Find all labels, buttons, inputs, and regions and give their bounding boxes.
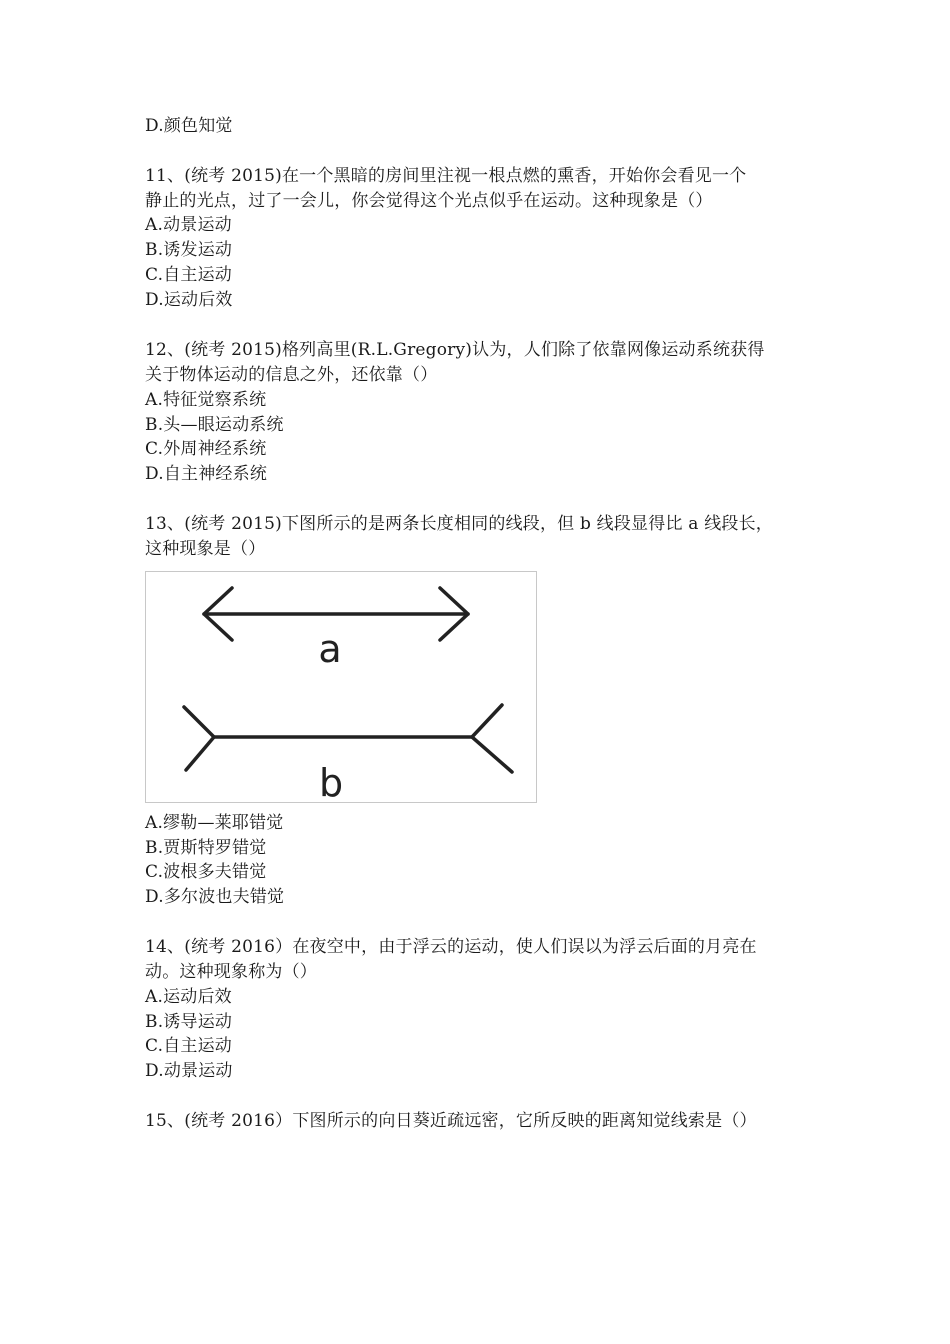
q12-stem-line1: 12、(统考 2015)格列高里(R.L.Gregory)认为，人们除了依靠网像运动系统获得 [145,340,765,360]
q15-stem-line1: 15、(统考 2016）下图所示的向日葵近疏远密，它所反映的距离知觉线索是（） [145,1111,757,1131]
q14-option-b: B.诱导运动 [145,1012,233,1032]
q13-option-d: D.多尔波也夫错觉 [145,887,285,907]
q13-stem-line2: 这种现象是（） [145,539,266,559]
label-b: b [318,761,344,802]
muller-lyer-svg [146,572,536,802]
q13-option-b: B.贾斯特罗错觉 [145,838,267,858]
q14-option-c: C.自主运动 [145,1036,233,1056]
line-b-left-fin [184,707,214,770]
q12-option-d: D.自主神经系统 [145,464,268,484]
q11-stem-line2: 静止的光点，过了一会儿，你会觉得这个光点似乎在运动。这种现象是（） [145,191,713,211]
q14-option-a: A.运动后效 [145,987,232,1007]
q11-option-d: D.运动后效 [145,290,233,310]
q11-option-c: C.自主运动 [145,265,233,285]
q13-option-a: A.缪勒—莱耶错觉 [145,813,284,833]
label-a: a [318,627,342,671]
q12-option-c: C.外周神经系统 [145,439,267,459]
q11-option-a: A.动景运动 [145,215,232,235]
q12-stem-line2: 关于物体运动的信息之外，还依靠（） [145,365,438,385]
muller-lyer-figure [145,571,537,803]
q11-stem-line1: 11、(统考 2015)在一个黑暗的房间里注视一根点燃的熏香，开始你会看见一个 [145,166,747,186]
line-b-right-fin [472,705,512,772]
q13-stem-line1: 13、(统考 2015)下图所示的是两条长度相同的线段，但 b 线段显得比 a 线段长， [145,514,773,534]
q12-option-b: B.头—眼运动系统 [145,415,284,435]
q12-option-a: A.特征觉察系统 [145,390,267,410]
q14-stem-line2: 动。这种现象称为（） [145,962,317,982]
q14-stem-line1: 14、(统考 2016）在夜空中，由于浮云的运动，使人们误以为浮云后面的月亮在 [145,937,757,957]
q10-option-d: D.颜色知觉 [145,116,233,136]
q11-option-b: B.诱发运动 [145,240,233,260]
q13-option-c: C.波根多夫错觉 [145,862,267,882]
q14-option-d: D.动景运动 [145,1061,233,1081]
